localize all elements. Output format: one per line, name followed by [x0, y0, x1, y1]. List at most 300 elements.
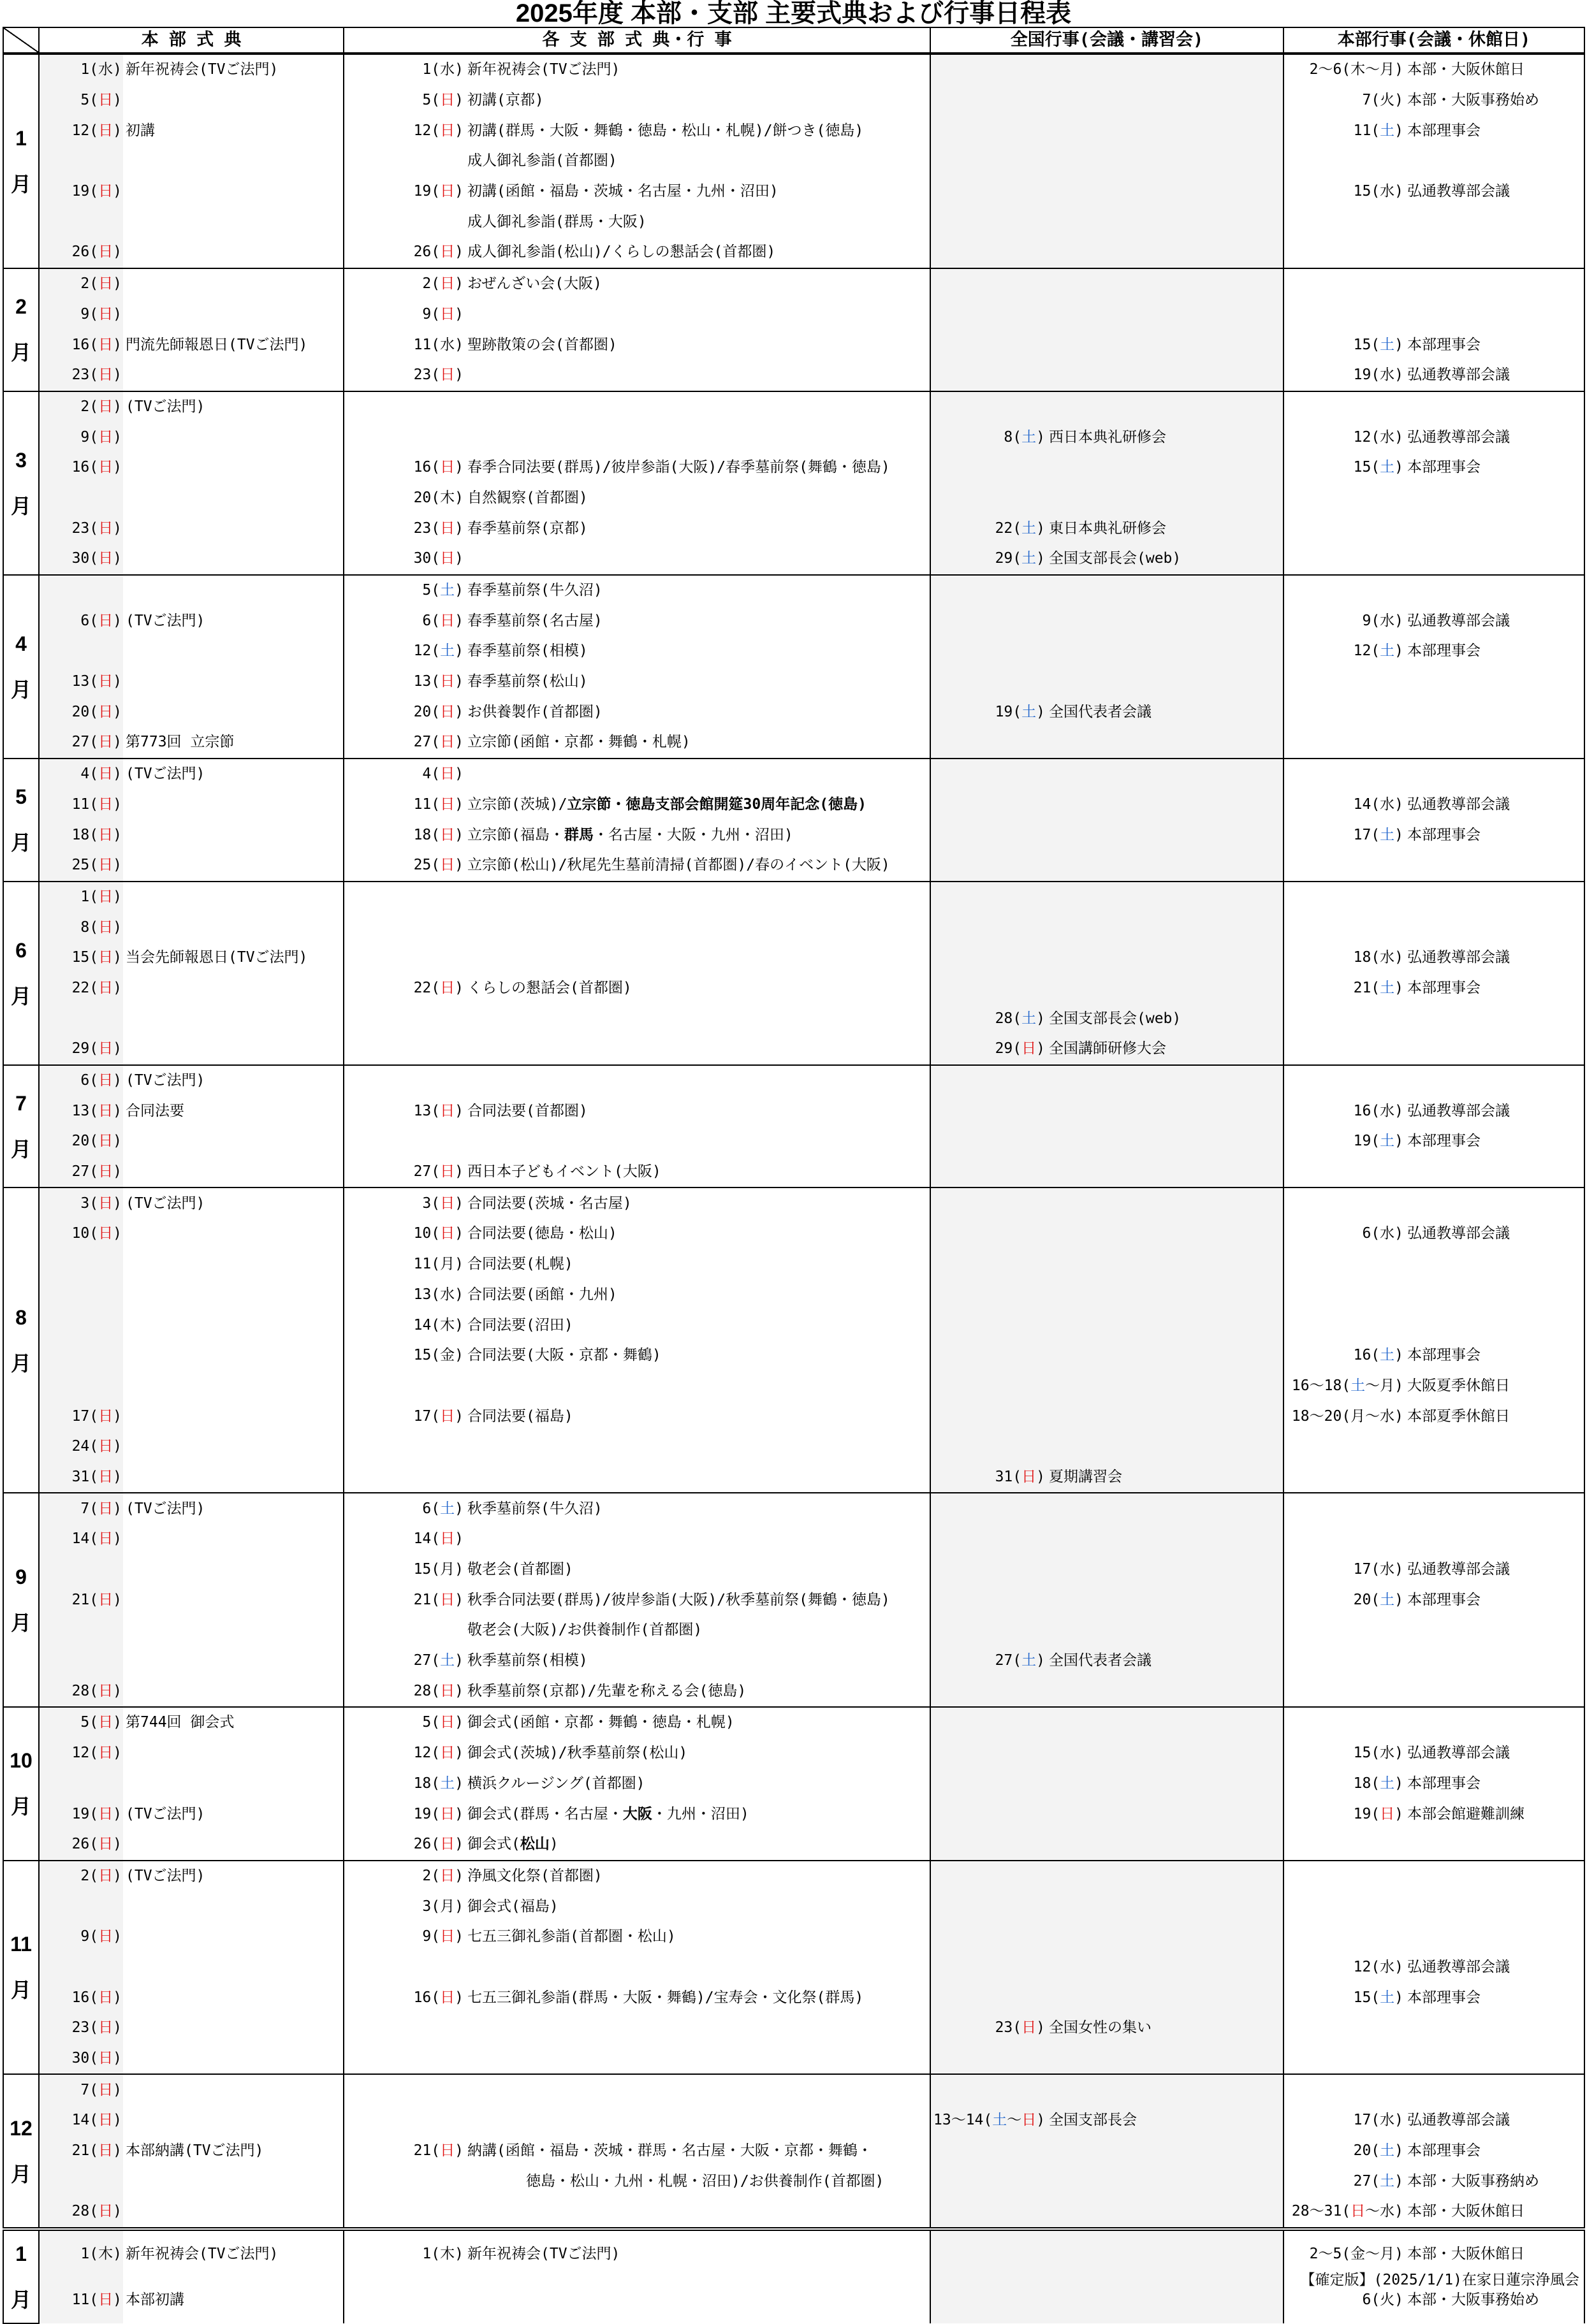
shibu-event [465, 1952, 930, 1983]
weekday: 日 [98, 1928, 113, 1945]
paren-close: ) [455, 367, 464, 384]
date-number: 8 [1004, 428, 1013, 446]
event-text: くらしの懇話会(首都圏) [467, 979, 632, 996]
paren-open: ( [431, 1714, 441, 1731]
shibu-date [344, 1799, 465, 1829]
weekday-rest: ～月) [1365, 1377, 1404, 1394]
event-text: 秋季合同法要(群馬)/彼岸参詣(大阪)/秋季墓前祭(舞鶴・徳島) [467, 1591, 890, 1608]
paren-open: ( [89, 61, 99, 78]
shibu-event [465, 1799, 930, 1829]
honbu-gyoji-date [1283, 422, 1405, 453]
honbu-date [39, 973, 123, 1004]
paren-open: ( [431, 1836, 441, 1853]
paren-close: ) [455, 826, 464, 843]
weekday: 日 [98, 122, 113, 139]
paren-close: ) [113, 2081, 122, 2098]
date-number: 15 [1353, 1989, 1371, 2006]
honbu-event [123, 850, 344, 882]
paren-open: ( [1371, 979, 1380, 996]
honbu-event [123, 2229, 344, 2277]
zenkoku-date [930, 1280, 1046, 1311]
zenkoku-date [930, 2277, 1046, 2323]
zenkoku-event [1046, 850, 1283, 882]
zenkoku-event [1046, 300, 1283, 330]
zenkoku-event [1046, 422, 1283, 453]
schedule-row [3, 697, 1584, 727]
honbu-gyoji-event [1405, 943, 1584, 973]
paren-open: ( [431, 979, 441, 996]
honbu-gyoji-date [1283, 943, 1405, 973]
schedule-row [3, 1493, 1584, 1524]
paren-close: ) [113, 92, 122, 109]
paren-close: ) [113, 734, 122, 751]
schedule-row [3, 1157, 1584, 1188]
weekday: 日 [98, 673, 113, 690]
schedule-row [3, 2197, 1584, 2229]
weekday: 日 [98, 612, 113, 629]
paren-close: ) [455, 2142, 464, 2160]
weekday: 日 [98, 92, 113, 109]
honbu-gyoji-date [1283, 1493, 1405, 1524]
paren-open: ( [431, 243, 441, 261]
paren-open: ( [89, 1591, 99, 1608]
date-number: 28 [413, 1682, 432, 1699]
date-number: 20 [71, 703, 90, 720]
paren-open: ( [1371, 1805, 1380, 1822]
zenkoku-event [1046, 1829, 1283, 1861]
month-label: 4 月 [3, 575, 39, 759]
paren-open: ( [1342, 2203, 1351, 2220]
zenkoku-event [1046, 268, 1283, 300]
weekday: 日 [98, 1989, 113, 2006]
honbu-date [39, 483, 123, 514]
honbu-date [39, 1922, 123, 1952]
weekday: 日 [98, 336, 113, 353]
zenkoku-event [1046, 697, 1283, 727]
honbu-gyoji-date [1283, 1065, 1405, 1096]
honbu-gyoji-event [1405, 1707, 1584, 1738]
shibu-event [465, 2166, 930, 2197]
shibu-event [465, 1585, 930, 1615]
shibu-date [344, 1524, 465, 1555]
month-block [3, 1707, 1584, 1860]
event-text: 合同法要(福島) [467, 1407, 573, 1425]
paren-open: ( [1013, 1010, 1022, 1027]
honbu-gyoji-date [1283, 2044, 1405, 2075]
shibu-date [344, 1249, 465, 1280]
paren-close: ) [455, 489, 464, 506]
schedule-row [3, 1585, 1584, 1615]
zenkoku-event [1046, 2277, 1283, 2323]
paren-close: ) [1394, 1133, 1404, 1150]
date-number: 15 [413, 1347, 432, 1364]
zenkoku-date [930, 422, 1046, 453]
date-number: 15 [413, 1561, 432, 1578]
paren-close: ) [455, 1561, 464, 1578]
zenkoku-event [1046, 1432, 1283, 1462]
date-number: 11 [71, 2291, 90, 2309]
honbu-gyoji-date [1283, 2013, 1405, 2044]
shibu-event [465, 513, 930, 544]
paren-open: ( [89, 2245, 99, 2262]
honbu-gyoji-event [1405, 912, 1584, 943]
event-text: 敬老会(首都圏) [467, 1561, 573, 1578]
event-text: 徳島・松山・九州・札幌・沼田)/お供養制作(首都圏) [467, 2172, 884, 2190]
paren-open: ( [983, 2112, 993, 2129]
event-text: (TVご法門) [126, 398, 205, 415]
honbu-event [123, 1034, 344, 1065]
honbu-gyoji-event [1405, 1340, 1584, 1371]
honbu-date [39, 146, 123, 177]
paren-open: ( [431, 734, 441, 751]
honbu-event [123, 1524, 344, 1555]
shibu-date [344, 1126, 465, 1157]
honbu-gyoji-event [1405, 54, 1584, 85]
weekday: 日 [440, 612, 455, 629]
date-number: 7 [80, 1500, 90, 1517]
honbu-event [123, 790, 344, 820]
shibu-event [465, 483, 930, 514]
shibu-event [465, 391, 930, 423]
month-label: 7 月 [3, 1065, 39, 1188]
schedule-row [3, 1555, 1584, 1585]
paren-open: ( [431, 1195, 441, 1212]
event-text: 本部理事会 [1407, 1347, 1481, 1364]
shibu-date [344, 1585, 465, 1615]
honbu-event [123, 207, 344, 237]
honbu-gyoji-event [1405, 483, 1584, 514]
paren-open: ( [89, 122, 99, 139]
honbu-date [39, 2044, 123, 2075]
honbu-gyoji-date [1283, 1585, 1405, 1615]
honbu-gyoji-date [1283, 146, 1405, 177]
honbu-date [39, 237, 123, 268]
honbu-gyoji-event [1405, 1555, 1584, 1585]
shibu-date [344, 1829, 465, 1861]
weekday: 日 [440, 979, 455, 996]
paren-open: ( [431, 519, 441, 537]
honbu-date [39, 636, 123, 667]
zenkoku-date [930, 453, 1046, 483]
honbu-event [123, 2277, 344, 2323]
footer-note: 【確定版】(2025/1/1)在家日蓮宗浄風会 [1300, 2272, 1579, 2288]
date-number: 25 [71, 857, 90, 874]
paren-open: ( [89, 612, 99, 629]
date-number: 6 [422, 612, 432, 629]
event-text: 弘通教導部会議 [1407, 183, 1510, 200]
honbu-gyoji-event [1405, 391, 1584, 423]
honbu-gyoji-event [1405, 1952, 1584, 1983]
header-honbu-gyoji: 本部行事(会議・休館日) [1283, 27, 1584, 54]
event-text: 初講(群馬・大阪・舞鶴・徳島・松山・札幌)/餅つき(徳島) [467, 122, 864, 139]
paren-open: ( [89, 305, 99, 323]
honbu-date [39, 1646, 123, 1676]
honbu-gyoji-event [1405, 1003, 1584, 1034]
date-number: 16 [413, 459, 432, 476]
zenkoku-date [930, 1310, 1046, 1340]
honbu-gyoji-date [1283, 360, 1405, 391]
honbu-gyoji-event [1405, 667, 1584, 697]
weekday: 日 [440, 826, 455, 843]
shibu-date [344, 2197, 465, 2229]
weekday: 日 [98, 1530, 113, 1548]
date-number: 10 [413, 1225, 432, 1242]
date-number: 5 [422, 92, 432, 109]
honbu-event [123, 1707, 344, 1738]
zenkoku-date [930, 1401, 1046, 1432]
paren-close: ) [113, 428, 122, 446]
honbu-gyoji-event [1405, 1676, 1584, 1707]
honbu-event [123, 360, 344, 391]
event-text: 合同法要(大阪・京都・舞鶴) [467, 1347, 661, 1364]
honbu-date [39, 1524, 123, 1555]
honbu-gyoji-date [1283, 2197, 1405, 2229]
paren-open: ( [431, 857, 441, 874]
honbu-gyoji-date [1283, 575, 1405, 606]
honbu-date [39, 1769, 123, 1799]
zenkoku-date [930, 2229, 1046, 2277]
paren-open: ( [431, 305, 441, 323]
zenkoku-event [1046, 606, 1283, 636]
date-number: 18 [1353, 949, 1371, 966]
honbu-date [39, 2197, 123, 2229]
date-number: 28～31 [1291, 2203, 1342, 2220]
event-text: 秋季墓前祭(牛久沼) [467, 1500, 603, 1517]
date-number: 16 [1353, 1102, 1371, 1119]
honbu-gyoji-event [1405, 1096, 1584, 1126]
schedule-row [3, 2074, 1584, 2105]
header-shibu: 各 支 部 式 典・行 事 [344, 27, 930, 54]
weekday: 日 [98, 1714, 113, 1731]
date-number: 5 [422, 582, 432, 599]
event-text: 本部理事会 [1407, 1775, 1481, 1792]
paren-close: ) [1394, 2142, 1404, 2160]
shibu-date [344, 1982, 465, 2013]
paren-close: ) [455, 336, 464, 353]
paren-open: ( [89, 1928, 99, 1945]
honbu-gyoji-date [1283, 1646, 1405, 1676]
weekday: 日 [98, 2112, 113, 2129]
honbu-gyoji-event [1405, 1861, 1584, 1892]
shibu-event [465, 697, 930, 727]
zenkoku-event [1046, 1707, 1283, 1738]
zenkoku-event [1046, 1310, 1283, 1340]
paren-close: ) [113, 703, 122, 720]
event-text: 立宗節(松山)/秋尾先生墓前清掃(首都圏)/春のイベント(大阪) [467, 857, 890, 874]
paren-close: ) [113, 1928, 122, 1945]
date-number: 23 [995, 2019, 1013, 2037]
date-number: 14 [413, 1316, 432, 1333]
weekday: 日 [98, 2291, 113, 2309]
schedule-row [3, 1829, 1584, 1861]
honbu-gyoji-date [1283, 207, 1405, 237]
honbu-event [123, 1769, 344, 1799]
honbu-gyoji-event [1405, 207, 1584, 237]
weekday: 日 [98, 1836, 113, 1853]
event-text: 立宗節(函館・京都・舞鶴・札幌) [467, 734, 691, 751]
date-number: 13 [413, 1286, 432, 1303]
shibu-date [344, 85, 465, 116]
honbu-date [39, 115, 123, 146]
paren-close: ) [455, 1682, 464, 1699]
schedule-row [3, 330, 1584, 360]
zenkoku-date [930, 1707, 1046, 1738]
event-text: (TVご法門) [126, 612, 205, 629]
schedule-row [3, 1432, 1584, 1462]
honbu-gyoji-date [1283, 667, 1405, 697]
date-number: 27 [413, 1163, 432, 1180]
shibu-event [465, 1769, 930, 1799]
weekday: 日 [1380, 1805, 1395, 1822]
event-text: 春季墓前祭(名古屋) [467, 612, 603, 629]
date-number: 11 [71, 795, 90, 813]
shibu-date [344, 1676, 465, 1707]
schedule-row [3, 2013, 1584, 2044]
honbu-date [39, 820, 123, 850]
zenkoku-event [1046, 115, 1283, 146]
event-text: 本部理事会 [1407, 2142, 1481, 2160]
weekday: 木 [1350, 61, 1366, 78]
weekday-rest: ～月) [1365, 2245, 1404, 2262]
shibu-event [465, 177, 930, 207]
shibu-date [344, 606, 465, 636]
weekday: 日 [98, 459, 113, 476]
date-number: 20 [413, 489, 432, 506]
date-number: 19 [71, 1805, 90, 1822]
date-number: 1 [80, 888, 90, 905]
paren-close: ) [455, 1591, 464, 1608]
zenkoku-event [1046, 1769, 1283, 1799]
honbu-gyoji-date [1283, 727, 1405, 759]
shibu-event [465, 330, 930, 360]
honbu-event [123, 422, 344, 453]
honbu-gyoji-event [1405, 1432, 1584, 1462]
honbu-date [39, 1065, 123, 1096]
date-number: 3 [80, 1195, 90, 1212]
honbu-event [123, 1249, 344, 1280]
paren-open: ( [431, 275, 441, 293]
weekday: 日 [440, 1805, 455, 1822]
date-number: 10 [71, 1225, 90, 1242]
paren-close: ) [455, 1163, 464, 1180]
weekday: 日 [98, 1438, 113, 1455]
shibu-event [465, 2277, 930, 2323]
date-number: 15 [1353, 1745, 1371, 1762]
honbu-event [123, 1401, 344, 1432]
zenkoku-event [1046, 575, 1283, 606]
paren-open: ( [1371, 1775, 1380, 1792]
date-number: 23 [413, 367, 432, 384]
paren-open: ( [431, 582, 441, 599]
weekday: 日 [440, 1163, 455, 1180]
paren-open: ( [1371, 1133, 1380, 1150]
schedule-row [3, 1707, 1584, 1738]
honbu-gyoji-event [1405, 1371, 1584, 1402]
weekday-plain: (水) [1371, 1102, 1404, 1119]
date-number: 21 [413, 2142, 432, 2160]
paren-open: ( [89, 1867, 99, 1884]
zenkoku-date [930, 727, 1046, 759]
weekday-plain: (水) [1371, 949, 1404, 966]
event-text: 本部理事会 [1407, 1989, 1481, 2006]
honbu-gyoji-date [1283, 391, 1405, 423]
honbu-gyoji-event [1405, 2044, 1584, 2075]
honbu-date [39, 1707, 123, 1738]
shibu-event [465, 882, 930, 913]
date-number: 21 [71, 1591, 90, 1608]
weekday: 日 [98, 2142, 113, 2160]
honbu-gyoji-event [1405, 453, 1584, 483]
honbu-gyoji-event [1405, 1065, 1584, 1096]
honbu-date [39, 1829, 123, 1861]
weekday: 日 [98, 1591, 113, 1608]
date-number: 6 [80, 1072, 90, 1089]
paren-open: ( [1342, 2245, 1351, 2262]
shibu-event [465, 1126, 930, 1157]
paren-open: ( [431, 766, 441, 783]
honbu-gyoji-date [1283, 1371, 1405, 1402]
date-number: 22 [71, 979, 90, 996]
date-number: 20 [413, 703, 432, 720]
zenkoku-date [930, 1126, 1046, 1157]
weekday: 土 [1380, 643, 1395, 660]
weekday: 土 [1380, 2172, 1395, 2190]
date-number: 18 [1353, 1775, 1371, 1792]
honbu-date [39, 422, 123, 453]
zenkoku-event [1046, 1034, 1283, 1065]
event-text: ・名古屋・大阪・九州・沼田) [593, 826, 793, 843]
event-text: 自然観察(首都圏) [467, 489, 588, 506]
paren-open: ( [89, 2142, 99, 2160]
paren-close: ) [113, 2050, 122, 2067]
weekday-rest: ) [1036, 2112, 1046, 2129]
honbu-gyoji-date [1283, 973, 1405, 1004]
paren-open: ( [431, 1989, 441, 2006]
month-label: 8 月 [3, 1187, 39, 1493]
honbu-event [123, 1676, 344, 1707]
date-number: 13 [413, 673, 432, 690]
date-number: 2～6 [1309, 61, 1342, 78]
schedule-row [3, 912, 1584, 943]
honbu-event [123, 2044, 344, 2075]
shibu-event [465, 146, 930, 177]
event-text: 本部夏季休館日 [1407, 1407, 1510, 1425]
date-number: 2 [422, 275, 432, 293]
paren-close: ) [455, 766, 464, 783]
honbu-gyoji-event [1405, 1034, 1584, 1065]
honbu-date [39, 850, 123, 882]
event-text: 本部理事会 [1407, 1591, 1481, 1608]
month-label: 10 月 [3, 1707, 39, 1860]
event-text: 初講 [126, 122, 155, 139]
paren-close: ) [113, 367, 122, 384]
date-number: 22 [995, 519, 1013, 537]
shibu-event [465, 85, 930, 116]
event-text: 春季墓前祭(牛久沼) [467, 582, 603, 599]
event-text: 全国代表者会議 [1049, 703, 1152, 720]
month-block [3, 882, 1584, 1065]
paren-open: ( [1013, 428, 1022, 446]
honbu-event [123, 1371, 344, 1402]
zenkoku-event [1046, 85, 1283, 116]
date-number: 9 [1362, 612, 1371, 629]
honbu-date [39, 2166, 123, 2197]
weekday: 土 [440, 643, 455, 660]
honbu-gyoji-date [1283, 882, 1405, 913]
shibu-date [344, 1891, 465, 1922]
event-text: 本部初講 [126, 2291, 184, 2309]
event-text: 本部理事会 [1407, 459, 1481, 476]
